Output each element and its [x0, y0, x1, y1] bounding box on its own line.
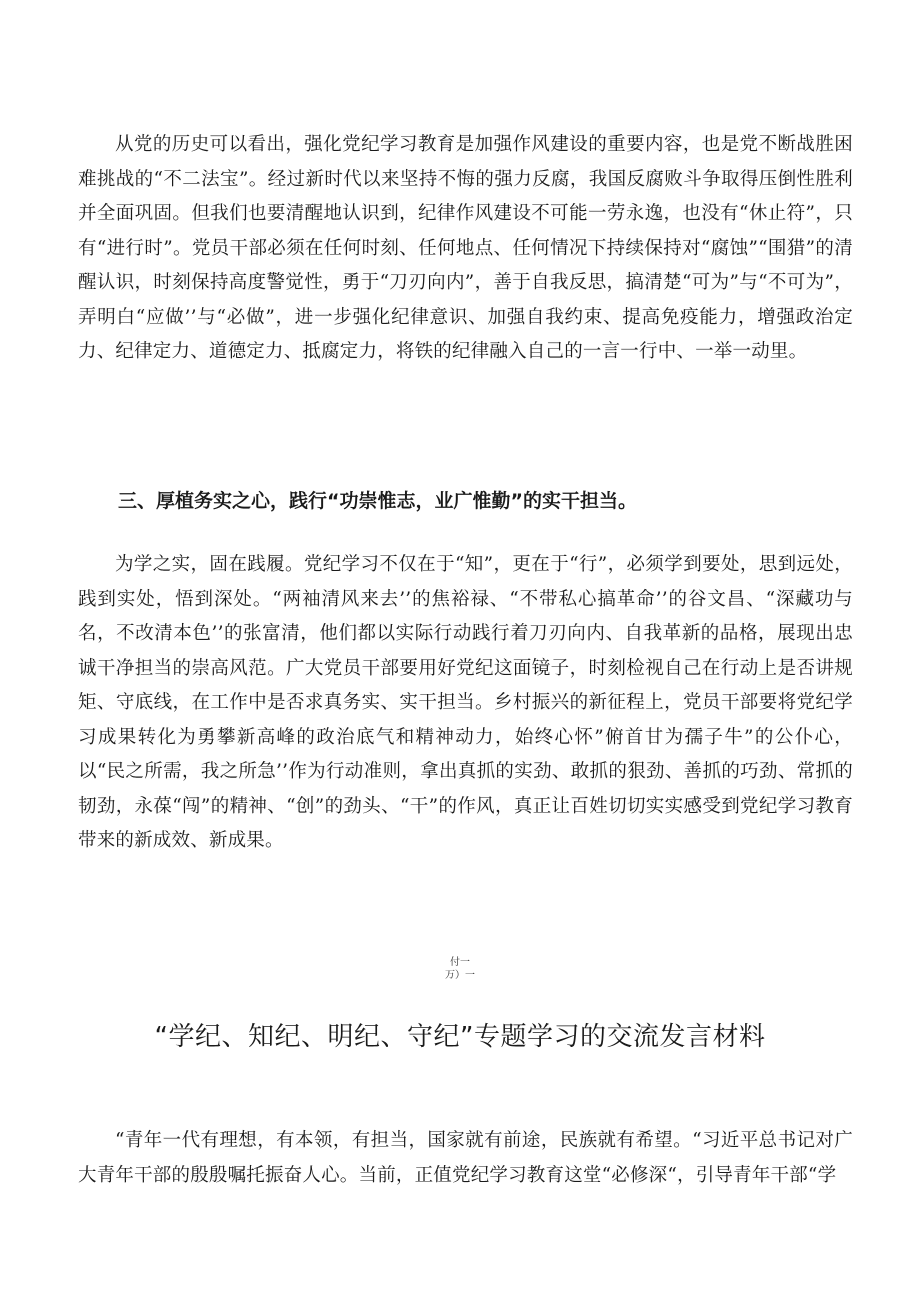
section-heading: 三、厚植务实之心，践行“功崇惟志，业广惟勤”的实干担当。	[118, 490, 637, 512]
page-mark: 万）一	[445, 970, 475, 981]
body-paragraph: 从党的历史可以看出，强化党纪学习教育是加强作风建设的重要内容，也是党不断战胜困难挑战的“不二法宝”。经过新时代以来坚持不悔的强力反腐，我国反腐败斗争取得压倒性胜利并全面巩固。但我们也要清醒地认识到，纪律作风建设不可能一劳永逸，也没有“休止符”，只有“进行时”。党员干部必须在任何时刻、任何地点、任何情况下持续保持对“腐蚀”“围猎”的清醒认识，时刻保持高度警觉性，勇于“刀刃向内”，善于自我反思，搞清楚“可为”与“不可为”，弄明白“应做’’与“必做”，进一步强化纪律意识、加强自我约束、提高免疫能力，增强政治定力、纪律定力、道德定力、抵腐定力，将铁的纪律融入自己的一言一行中、一举一动里。	[78, 134, 853, 362]
document-title: “学纪、知纪、明纪、守纪”专题学习的交流发言材料	[154, 1022, 766, 1052]
body-paragraph: “青年一代有理想，有本领，有担当，国家就有前途，民族就有希望。“习近平总书记对广大青年干部的殷殷嘱托振奋人心。当前，正值党纪学习教育这堂“必修深“，引导青年干部“学	[78, 1130, 853, 1186]
page-mark: 付一	[450, 957, 470, 968]
body-paragraph: 为学之实，固在践履。党纪学习不仅在于“知”，更在于“行”，必须学到要处，思到远处，践到实处，悟到深处。“两袖清风来去’’的焦裕禄、“不带私心搞革命’’的谷文昌、“深藏功与名，不改清本色’’的张富清，他们都以实际行动践行着刀刃向内、自我革新的品格，展现出忠诚干净担当的崇高风范。广大党员干部要用好党纪这面镜子，时刻检视自己在行动上是否讲规矩、守底线，在工作中是否求真务实、实干担当。乡村振兴的新征程上，党员干部要将党纪学习成果转化为勇攀新高峰的政治底气和精神动力，始终心怀”俯首甘为孺子牛”的公仆心，以“民之所需，我之所急’’作为行动准则，拿出真抓的实劲、敢抓的狠劲、善抓的巧劲、常抓的韧劲，永葆“闯”的精神、“创”的劲头、“干”的作风，真正让百姓切切实实感受到党纪学习教育带来的新成效、新成果。	[78, 554, 853, 851]
